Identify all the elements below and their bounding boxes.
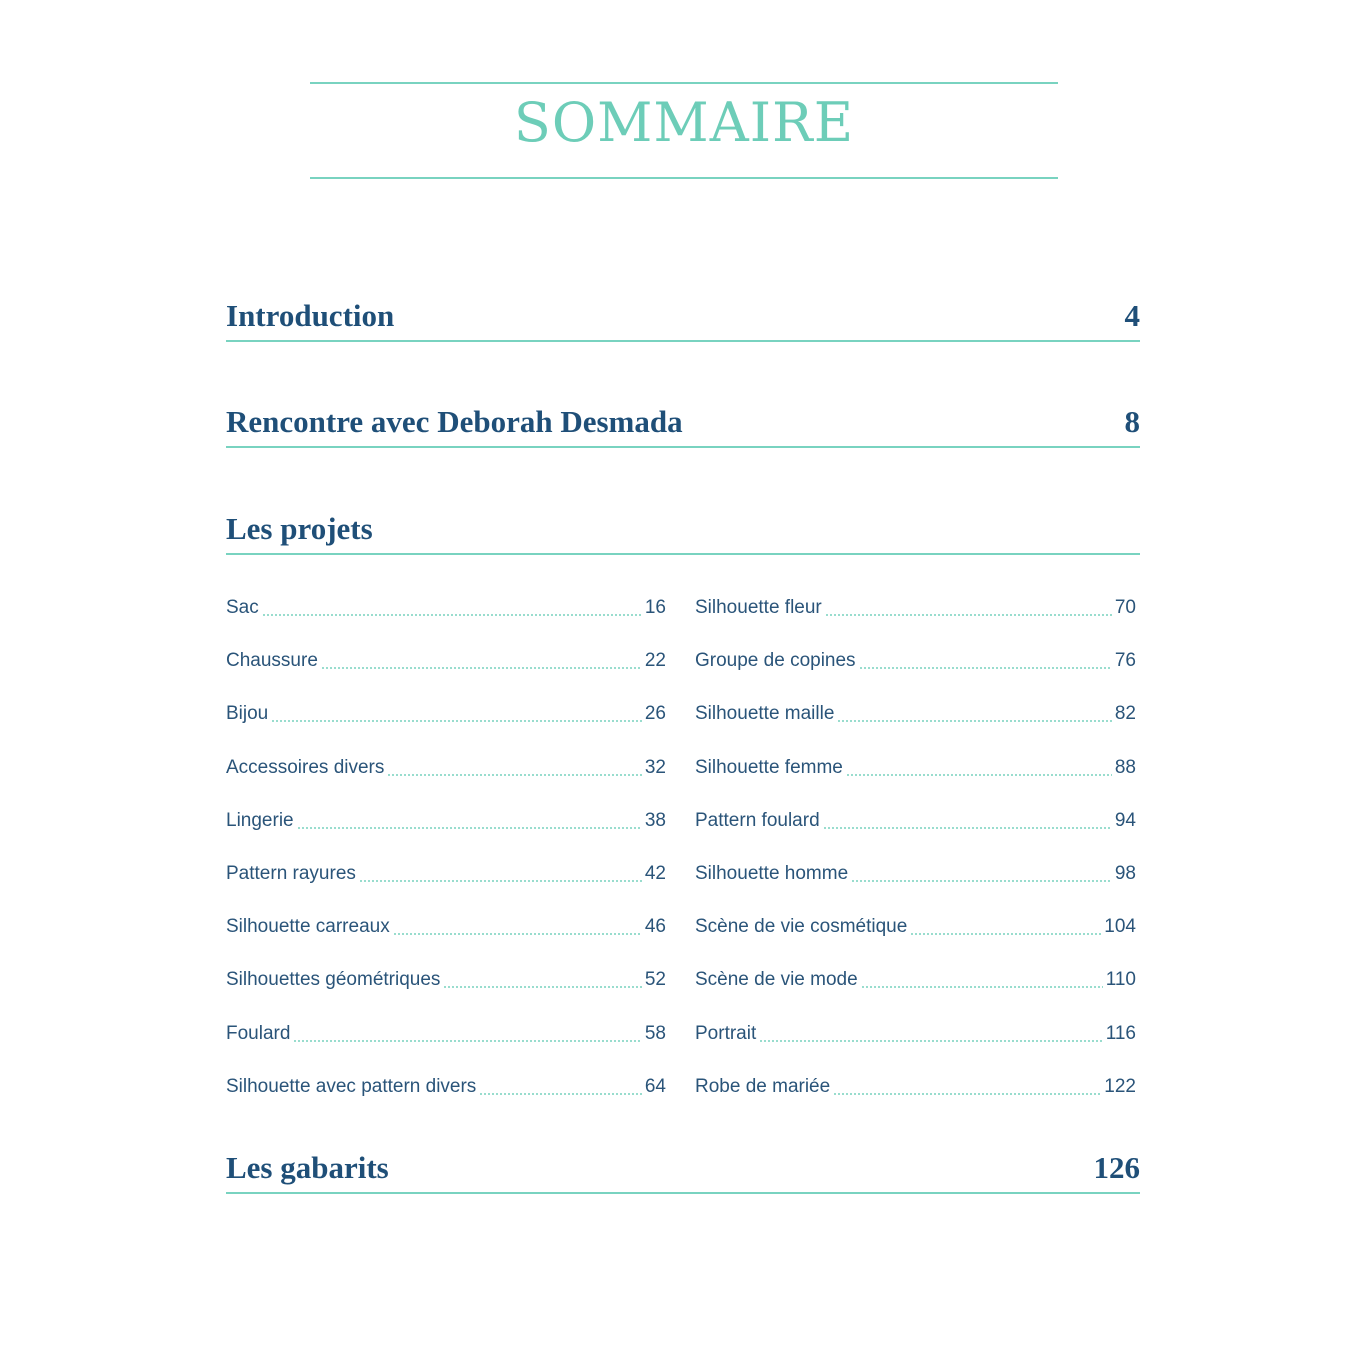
- section-rule-projets: [226, 553, 1140, 555]
- dot-leader: [825, 614, 1112, 616]
- toc-entry-page-number: 76: [1114, 650, 1136, 672]
- section-page-number: 8: [1124, 404, 1140, 439]
- dot-leader: [837, 720, 1111, 722]
- toc-entry[interactable]: [226, 649, 666, 702]
- toc-entry-page-number: 104: [1104, 916, 1136, 938]
- toc-entry-label: Chaussure: [226, 650, 318, 672]
- toc-entry-page-number: 46: [644, 916, 666, 938]
- toc-entry-page-number: 64: [644, 1075, 666, 1097]
- dot-leader: [262, 614, 642, 616]
- dot-leader: [443, 986, 641, 988]
- toc-entry-page-number: 26: [644, 703, 666, 725]
- title-bottom-rule: [310, 177, 1058, 179]
- dot-leader: [393, 933, 642, 935]
- toc-entry[interactable]: [695, 809, 1136, 862]
- toc-entry[interactable]: [226, 702, 666, 755]
- toc-entry-label: Portrait: [695, 1022, 757, 1044]
- toc-entry-page-number: 122: [1104, 1075, 1136, 1097]
- toc-entry-page-number: 32: [644, 756, 666, 778]
- section-label: Les projets: [226, 511, 373, 546]
- section-page-number: 4: [1124, 298, 1140, 333]
- toc-entry[interactable]: [695, 702, 1136, 755]
- dot-leader: [293, 1040, 641, 1042]
- toc-entry-label: Silhouette maille: [695, 703, 835, 725]
- toc-entry-label: Robe de mariée: [695, 1075, 831, 1097]
- toc-entry-page-number: 116: [1105, 1022, 1136, 1044]
- toc-entry-label: Silhouette homme: [695, 862, 849, 884]
- section-page-number: 126: [1093, 1150, 1140, 1185]
- toc-entry-page-number: 42: [644, 862, 666, 884]
- toc-entry-label: Silhouette avec pattern divers: [226, 1075, 477, 1097]
- toc-entry-page-number: 22: [644, 650, 666, 672]
- title-top-rule: [310, 82, 1058, 84]
- toc-entry-page-number: 52: [644, 969, 666, 991]
- dot-leader: [910, 933, 1101, 935]
- toc-entry-label: Scène de vie mode: [695, 969, 858, 991]
- toc-entry[interactable]: [226, 968, 666, 1021]
- dot-leader: [823, 827, 1112, 829]
- toc-entry-page-number: 16: [644, 597, 666, 618]
- toc-entry[interactable]: [695, 968, 1136, 1021]
- toc-entry[interactable]: [695, 1022, 1136, 1075]
- toc-entry[interactable]: [226, 915, 666, 968]
- toc-entry-label: Pattern rayures: [226, 862, 356, 884]
- toc-entry[interactable]: [695, 915, 1136, 968]
- dot-leader: [271, 720, 642, 722]
- toc-entry-page-number: 94: [1114, 809, 1136, 831]
- projects-left-column: [226, 596, 666, 1128]
- toc-entry[interactable]: [226, 596, 666, 649]
- toc-entry-label: Sac: [226, 597, 259, 618]
- toc-entry-label: Silhouette fleur: [695, 597, 822, 618]
- dot-leader: [861, 986, 1103, 988]
- projects-right-column: [695, 596, 1136, 1128]
- toc-entry[interactable]: [695, 1075, 1136, 1128]
- toc-entry-page-number: 110: [1105, 969, 1136, 991]
- toc-entry[interactable]: [695, 862, 1136, 915]
- toc-entry-label: Silhouettes géométriques: [226, 969, 441, 991]
- section-label: Rencontre avec Deborah Desmada: [226, 404, 683, 439]
- toc-entry-page-number: 70: [1114, 597, 1136, 618]
- toc-entry[interactable]: [226, 862, 666, 915]
- dot-leader: [846, 774, 1112, 776]
- section-label: Introduction: [226, 298, 395, 333]
- toc-entry-label: Silhouette carreaux: [226, 916, 390, 938]
- dot-leader: [833, 1093, 1101, 1095]
- section-rule-introduction: [226, 340, 1140, 342]
- toc-entry[interactable]: [695, 756, 1136, 809]
- dot-leader: [479, 1093, 642, 1095]
- toc-entry-label: Foulard: [226, 1022, 291, 1044]
- toc-entry[interactable]: [226, 1022, 666, 1075]
- toc-entry[interactable]: [226, 809, 666, 862]
- toc-entry-page-number: 98: [1114, 862, 1136, 884]
- toc-entry-page-number: 38: [644, 809, 666, 831]
- dot-leader: [359, 880, 642, 882]
- toc-entry-label: Accessoires divers: [226, 756, 385, 778]
- dot-leader: [851, 880, 1112, 882]
- dot-leader: [759, 1040, 1102, 1042]
- toc-entry[interactable]: [695, 596, 1136, 649]
- toc-entry-page-number: 58: [644, 1022, 666, 1044]
- toc-entry-label: Bijou: [226, 703, 269, 725]
- toc-entry[interactable]: [695, 649, 1136, 702]
- toc-entry-label: Pattern foulard: [695, 809, 820, 831]
- section-rule-rencontre: [226, 446, 1140, 448]
- section-rule-gabarits: [226, 1192, 1140, 1194]
- toc-entry[interactable]: [226, 756, 666, 809]
- toc-entry-label: Lingerie: [226, 809, 294, 831]
- toc-entry[interactable]: [226, 1075, 666, 1128]
- toc-entry-page-number: 88: [1114, 756, 1136, 778]
- dot-leader: [321, 667, 642, 669]
- dot-leader: [387, 774, 641, 776]
- toc-entry-label: Silhouette femme: [695, 756, 843, 778]
- toc-entry-page-number: 82: [1114, 703, 1136, 725]
- dot-leader: [859, 667, 1112, 669]
- toc-entry-label: Groupe de copines: [695, 650, 856, 672]
- dot-leader: [297, 827, 642, 829]
- toc-entry-label: Scène de vie cosmétique: [695, 916, 908, 938]
- page-title: SOMMAIRE: [513, 91, 855, 154]
- section-label: Les gabarits: [226, 1150, 389, 1185]
